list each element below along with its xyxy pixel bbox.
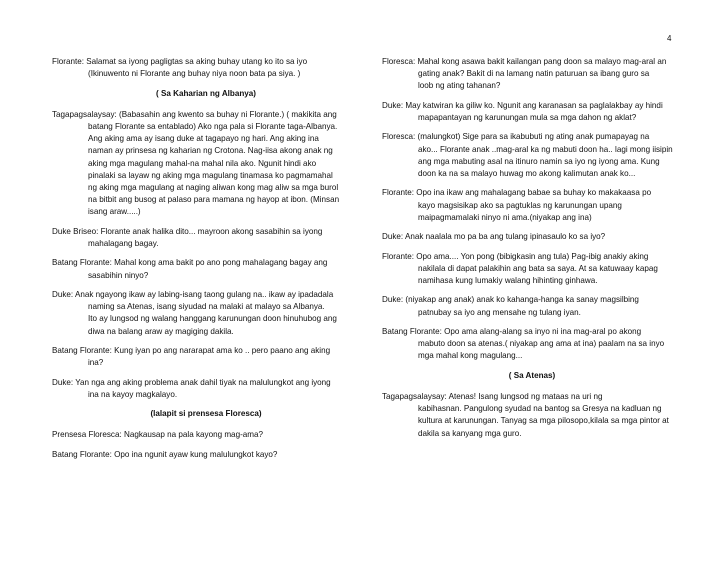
dialogue-line: pinalaki sa layaw ng aking mga magulang tinamasa ko pagmamahal [88, 170, 333, 180]
dialogue-line: na bitbit ang busog at palaso para mamana ng hayop at ibon. (Minsan [88, 195, 340, 205]
dialogue-line: ang mga mabuting asal na itinuro namin sa iyo ng iyong ama. Kung [418, 156, 660, 166]
dialogue-line: maipagmamalaki ninyo ni ama.(niyakap ang ina) [418, 212, 592, 222]
scene-heading: ( Sa Atenas) [508, 370, 556, 380]
dialogue-line: Tagapagsalaysay: (Babasahin ang kwento sa buhay ni Florante.) ( makikita ang [52, 109, 337, 119]
dialogue-entry [382, 100, 682, 124]
dialogue-line: mapapantayan ng karunungan mula sa mga dahon ng aklat? [418, 113, 637, 122]
dialogue-entry [382, 294, 682, 318]
dialogue-line: Ang aking ama ay isang duke at tagapayo ng hari. Ang aking ina [88, 134, 319, 144]
dialogue-line: Duke: May katwiran ka giliw ko. Ngunit ang karanasan sa paglalakbay ay hindi [382, 100, 663, 110]
dialogue-entry [52, 377, 360, 401]
dialogue-entry [52, 226, 360, 250]
dialogue-line: Prensesa Floresca: Nagkausap na pala kayong mag-ama? [52, 430, 264, 440]
dialogue-line: mahalagang bagay. [88, 239, 159, 249]
dialogue-line: isang araw.....) [88, 207, 141, 217]
dialogue-line: ina? [88, 358, 104, 368]
dialogue-line: gating anak? Bakit di na lamang natin paturuan sa ibang guro sa [418, 69, 650, 79]
dialogue-line: loob ng ating tahanan? [418, 81, 501, 91]
dialogue-entry [52, 429, 360, 441]
dialogue-line: sasabihin ninyo? [88, 270, 149, 280]
dialogue-line: Duke: (niyakap ang anak) anak ko kahanga-hanga ka sanay magsilbing [382, 295, 639, 305]
dialogue-line: batang Florante sa entablado) Ako nga pala si Florante taga-Albanya. [88, 122, 338, 131]
dialogue-line: aking mga magulang mahal-na mahal nila ako. Ngunit hindi ako [88, 158, 317, 168]
dialogue-line: ng aking mga magulang at naging aliwan kong mag aliw sa mga burol [88, 183, 339, 193]
dialogue-line: Batang Florante: Mahal kong ama bakit po ano pong mahalagang bagay ang [52, 258, 328, 268]
dialogue-line: dakila sa kanyang mga guro. [418, 428, 522, 438]
dialogue-line: Floresca: Mahal kong asawa bakit kailangan pang doon sa malayo mag-aral an [382, 57, 667, 66]
dialogue-line: patnubay sa iyo ang mensahe ng tulang iyan. [418, 307, 581, 317]
dialogue-line: Batang Florante: Kung iyan po ang nararapat ama ko .. pero paano ang aking [52, 346, 331, 355]
dialogue-entry [52, 449, 360, 461]
dialogue-line: (Ikinuwento ni Florante ang buhay niya noon bata pa siya. ) [88, 69, 301, 79]
dialogue-entry [52, 109, 360, 219]
dialogue-entry [382, 251, 682, 288]
dialogue-line: Duke: Anak naalala mo pa ba ang tulang ipinasaulo ko sa iyo? [382, 232, 606, 242]
dialogue-line: Florante: Salamat sa iyong pagligtas sa aking buhay utang ko ito sa iyo [52, 57, 308, 66]
dialogue-line: Florante: Opo ama.... Yon pong (bibigkasin ang tula) Pag-ibig anakiy aking [382, 251, 649, 261]
dialogue-entry [382, 131, 682, 180]
page-number: 4 [667, 34, 672, 43]
dialogue-entry [382, 326, 682, 363]
dialogue-line: Duke Briseo: Florante anak halika dito... mayroon akong sasabihin sa iyong [52, 226, 323, 236]
scene-heading: (lalapit si prensesa Floresca) [150, 409, 262, 419]
scene-heading: ( Sa Kaharian ng Albanya) [156, 88, 256, 98]
dialogue-entry [52, 345, 360, 369]
dialogue-line: kayo magsisikap ako sa pagtuklas ng karunungan upang [418, 200, 622, 210]
dialogue-line: naming sa Atenas, isang siyudad na malaki at malayo sa Albanya. [88, 302, 325, 312]
dialogue-line: kabihasnan. Pangulong syudad na bantog sa Gresya na kadluan ng [418, 404, 662, 414]
dialogue-line: Florante: Opo ina ikaw ang mahalagang babae sa buhay ko makakaasa po [382, 188, 652, 198]
right-column [382, 56, 682, 447]
dialogue-line: Duke: Anak ngayong ikaw ay labing-isang taong gulang na.. ikaw ay ipadadala [52, 290, 334, 299]
dialogue-entry [382, 231, 682, 243]
dialogue-line: ako... Florante anak ..mag-aral ka ng mabuti doon ha.. lagi mong iisipin [418, 144, 673, 154]
dialogue-line: mga mahal kong magulang... [418, 351, 523, 361]
dialogue-entry [52, 257, 360, 281]
dialogue-line: kultura at karunungan. Tanyag sa mga pilosopo,kilala sa mga pintor at [418, 416, 669, 426]
dialogue-line: doon ka na sa malayo huwag mo akong kalimutan anak ko... [418, 169, 636, 178]
dialogue-line: mabuto doon sa atenas.( niyakap ang ama at ina) paalam na sa inyo [418, 339, 665, 349]
dialogue-entry [382, 187, 682, 224]
dialogue-line: naman ay prinsesa ng kaharian ng Crotona. Nag-iisa akong anak ng [88, 146, 333, 156]
dialogue-line: diwa na balang araw ay magiging dakila. [88, 326, 234, 336]
left-column [52, 56, 360, 468]
dialogue-line: Batang Florante: Opo ama alang-alang sa inyo ni ina mag-aral po akong [382, 326, 642, 336]
dialogue-line: Ito ay lungsod ng walang hanggang karunungan doon hinuhubog ang [88, 314, 337, 324]
dialogue-line: Duke: Yan nga ang aking problema anak dahil tiyak na malulungkot ang iyong [52, 377, 331, 387]
dialogue-entry [382, 56, 682, 93]
dialogue-entry [52, 56, 360, 80]
dialogue-line: Tagapagsalaysay: Atenas! Isang lungsod ng mataas na uri ng [382, 391, 603, 401]
dialogue-line: namihasa kung lumakiy walang hihinting ginhawa. [418, 275, 598, 285]
dialogue-line: Floresca: (malungkot) Sige para sa ikabubuti ng ating anak pumapayag na [382, 132, 650, 142]
dialogue-line: nakilala di dapat palakihin ang bata sa saya. At sa katuwaay kapag [418, 263, 658, 273]
dialogue-line: Batang Florante: Opo ina ngunit ayaw kung malulungkot kayo? [52, 449, 278, 459]
dialogue-entry [52, 289, 360, 338]
dialogue-entry [382, 391, 682, 440]
dialogue-line: ina na kayoy magkalayo. [88, 389, 178, 399]
